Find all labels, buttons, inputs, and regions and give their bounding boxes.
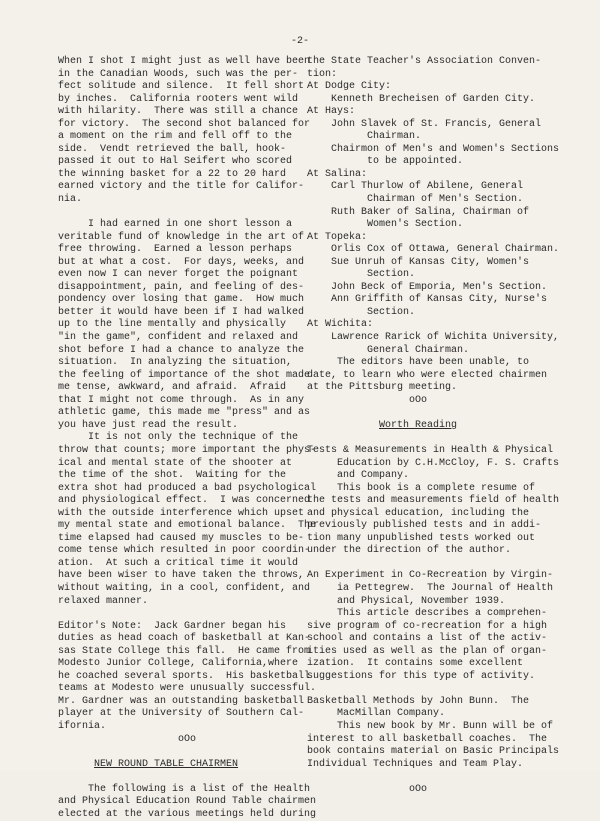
right-text-line	[307, 407, 577, 420]
left-text-line: my mental state and emotional balance. The	[58, 520, 317, 532]
right-text-line: previously published tests and in addi-	[307, 520, 542, 532]
right-text-line: the State Teacher's Association Conven-	[307, 56, 542, 67]
left-text-line: in the Canadian Woods, such was the per-	[58, 68, 299, 80]
right-text-line: Ann Griffith of Kansas City, Nurse's	[307, 294, 548, 306]
left-text-line: and physiological effect. I was concerned	[58, 495, 311, 507]
right-text-line: Individual Techniques and Team Play.	[307, 758, 524, 770]
left-text-line: The following is a list of the Health	[58, 783, 311, 795]
right-text-line: Chairmon of Men's and Women's Sections	[307, 143, 560, 155]
left-text-line: sas State College this fall. He came from	[58, 645, 311, 657]
left-text-line: earned victory and the title for Califor-	[58, 181, 305, 193]
left-text-line: throw that counts; more important the phys-	[58, 444, 317, 456]
left-text-line: When I shot I might just as well have been	[58, 56, 311, 67]
right-text-line: school and contains a list of the activ-	[307, 633, 548, 645]
left-text-line: with the outside interference which upset	[58, 507, 305, 519]
right-text-line: This article describes a comprehen-	[307, 608, 548, 620]
right-text-line: ia Pettegrew. The Journal of Health	[307, 582, 554, 594]
left-text-line: It is not only the technique of the	[58, 432, 299, 444]
right-text-line: At Topeka:	[307, 231, 368, 243]
right-text-line: tion:	[307, 68, 338, 80]
right-text-line: Kenneth Brecheisen of Garden City.	[307, 93, 536, 105]
right-text-line: At Wichita:	[307, 319, 374, 331]
left-text-line: by inches. California rooters went wild	[58, 93, 299, 105]
page-number: -2-	[290, 36, 309, 47]
left-text-line: come tense which resulted in poor coordin-	[58, 545, 311, 557]
right-text-line: and Company.	[307, 470, 410, 482]
left-text-line: disappointment, pain, and feeling of des-	[58, 281, 305, 293]
section-heading: NEW ROUND TABLE CHAIRMEN	[94, 758, 239, 770]
right-text-line: date, to learn who were elected chairmen	[307, 369, 548, 381]
left-text-line: even now I can never forget the poignant	[58, 269, 299, 281]
right-text-line: sive program of co-recreation for a high	[307, 620, 548, 632]
left-text-line: shot before I had a chance to analyze the	[58, 344, 305, 356]
right-text-line: This book is a complete resume of	[307, 482, 536, 494]
section-heading: Worth Reading	[379, 419, 458, 431]
right-text-line: The editors have been unable, to	[307, 357, 530, 369]
left-text-line: he coached several sports. His basketball	[58, 670, 311, 682]
left-text-line: situation. In analyzing the situation,	[58, 357, 293, 369]
right-text-line	[307, 558, 577, 571]
right-text-line: under the direction of the author.	[307, 545, 512, 557]
left-text-line: have been wiser to have taken the throws,	[58, 570, 305, 582]
left-text-line: side. Vendt retrieved the ball, hook-	[58, 143, 287, 155]
right-text-line: and physical education, including the	[307, 507, 530, 519]
left-text-line: ical and mental state of the shooter at	[58, 457, 293, 469]
right-text-line: interest to all basketball coaches. The	[307, 733, 548, 745]
right-text-line: Carl Thurlow of Abilene, General	[307, 181, 524, 193]
left-text-line: passed it out to Hal Seifert who scored	[58, 156, 293, 168]
right-text-line: At Salina:	[307, 168, 368, 180]
left-text-line	[58, 746, 303, 759]
left-text-line: extra shot had produced a bad psychological	[58, 482, 317, 494]
left-text-line: ifornia.	[58, 720, 107, 732]
left-text-line	[58, 207, 303, 220]
right-text-line: Women's Section.	[307, 219, 464, 231]
left-text-line: elected at the various meetings held during	[58, 808, 317, 820]
left-text-line: I had earned in one short lesson a	[58, 219, 293, 231]
right-text-line: John Slavek of St. Francis, General	[307, 118, 542, 130]
left-text-line: duties as head coach of basketball at Kan-	[58, 633, 311, 645]
left-text-line: ation. At such a critical time it would	[58, 557, 299, 569]
left-text-line: oOo	[58, 733, 197, 745]
right-text-line: tion many unpublished tests worked out	[307, 532, 536, 544]
right-text-line	[307, 432, 577, 445]
right-text-line: Section.	[307, 306, 416, 318]
left-text-line: without waiting, in a cool, confident, and	[58, 582, 311, 594]
right-text-line: to be appointed.	[307, 156, 464, 168]
right-text-line: John Beck of Emporia, Men's Section.	[307, 281, 548, 293]
left-text-line: teams at Modesto were unusually successful.	[58, 683, 317, 695]
right-text-line: Sue Unruh of Kansas City, Women's	[307, 256, 530, 268]
left-text-line: time elapsed had caused my muscles to be-	[58, 532, 305, 544]
right-text-line: Chairman of Men's Section.	[307, 194, 524, 206]
left-text-line: better it would have been if I had walked	[58, 306, 305, 318]
right-text-line: This new book by Mr. Bunn will be of	[307, 720, 554, 732]
right-text-line: ities used as well as the plan of organ-	[307, 645, 548, 657]
left-text-line: Editor's Note: Jack Gardner began his	[58, 620, 287, 632]
right-text-line: ization. It contains some excellent	[307, 658, 524, 670]
left-text-line: the winning basket for a 22 to 20 hard	[58, 168, 287, 180]
right-text-line: An Experiment in Co-Recreation by Virgin-	[307, 570, 554, 582]
left-text-line: a moment on the rim and fell off to the	[58, 131, 293, 143]
left-text-line: "in the game", confident and relaxed and	[58, 332, 299, 344]
left-column	[58, 56, 317, 821]
right-text-line: Education by C.H.McCloy, F. S. Crafts	[307, 457, 560, 469]
left-text-line: up to the line mentally and physically	[58, 319, 287, 331]
right-text-line: Ruth Baker of Salina, Chairman of	[307, 206, 530, 218]
left-text-line: free throwing. Earned a lesson perhaps	[58, 244, 293, 256]
left-text-line: Modesto Junior College, California,where	[58, 658, 299, 670]
right-text-line	[307, 683, 577, 696]
right-text-line: book contains material on Basic Principals	[307, 746, 560, 758]
left-text-line: with hilarity. There was still a chance	[58, 106, 299, 118]
left-text-line: you have just read the result.	[58, 419, 239, 431]
left-text-line: me tense, awkward, and afraid. Afraid	[58, 382, 287, 394]
right-text-line: Section.	[307, 269, 416, 281]
left-text-line: the feeling of importance of the shot made	[58, 369, 311, 381]
right-text-line: oOo	[307, 783, 428, 795]
right-text-line: General Chairman.	[307, 344, 470, 356]
left-text-line: and Physical Education Round Table chairmen	[58, 796, 317, 808]
right-text-line: At Dodge City:	[307, 81, 392, 93]
left-text-line	[58, 759, 303, 772]
right-column	[307, 56, 577, 796]
right-text-line: Tests & Measurements in Health & Physical	[307, 444, 554, 456]
right-text-line: At Hays:	[307, 106, 356, 118]
right-text-line: at the Pittsburg meeting.	[307, 382, 458, 394]
right-text-line: oOo	[307, 394, 428, 406]
left-text-line: Mr. Gardner was an outstanding basketball	[58, 695, 305, 707]
left-text-line: fect solitude and silence. It fell short	[58, 81, 305, 93]
left-text-line: but at what a cost. For days, weeks, and	[58, 256, 305, 268]
left-text-line: veritable fund of knowledge in the art of	[58, 231, 305, 243]
left-text-line	[58, 608, 303, 621]
left-text-line: athletic game, this made me "press" and as	[58, 407, 311, 419]
left-text-line: for victory. The second shot balanced for	[58, 118, 311, 130]
right-text-line: Basketball Methods by John Bunn. The	[307, 695, 530, 707]
left-text-line: nia.	[58, 194, 83, 206]
right-text-line	[307, 771, 577, 784]
left-text-line: the time of the shot. Waiting for the	[58, 470, 287, 482]
left-text-line: that I might not come through. As in any	[58, 394, 305, 406]
right-text-line: suggestions for this type of activity.	[307, 670, 536, 682]
left-text-line	[58, 771, 303, 784]
right-text-line: MacMillan Company.	[307, 708, 446, 720]
left-text-line: player at the University of Southern Cal-	[58, 708, 305, 720]
left-text-line: relaxed manner.	[58, 595, 149, 607]
right-text-line: and Physical, November 1939.	[307, 595, 506, 607]
right-text-line: Lawrence Rarick of Wichita University,	[307, 332, 560, 344]
right-text-line: Orlis Cox of Ottawa, General Chairman.	[307, 244, 560, 256]
left-text-line: pondency over losing that game. How much	[58, 294, 305, 306]
right-text-line	[307, 420, 577, 433]
right-text-line: Chairman.	[307, 131, 422, 143]
right-text-line: the tests and measurements field of health	[307, 495, 560, 507]
